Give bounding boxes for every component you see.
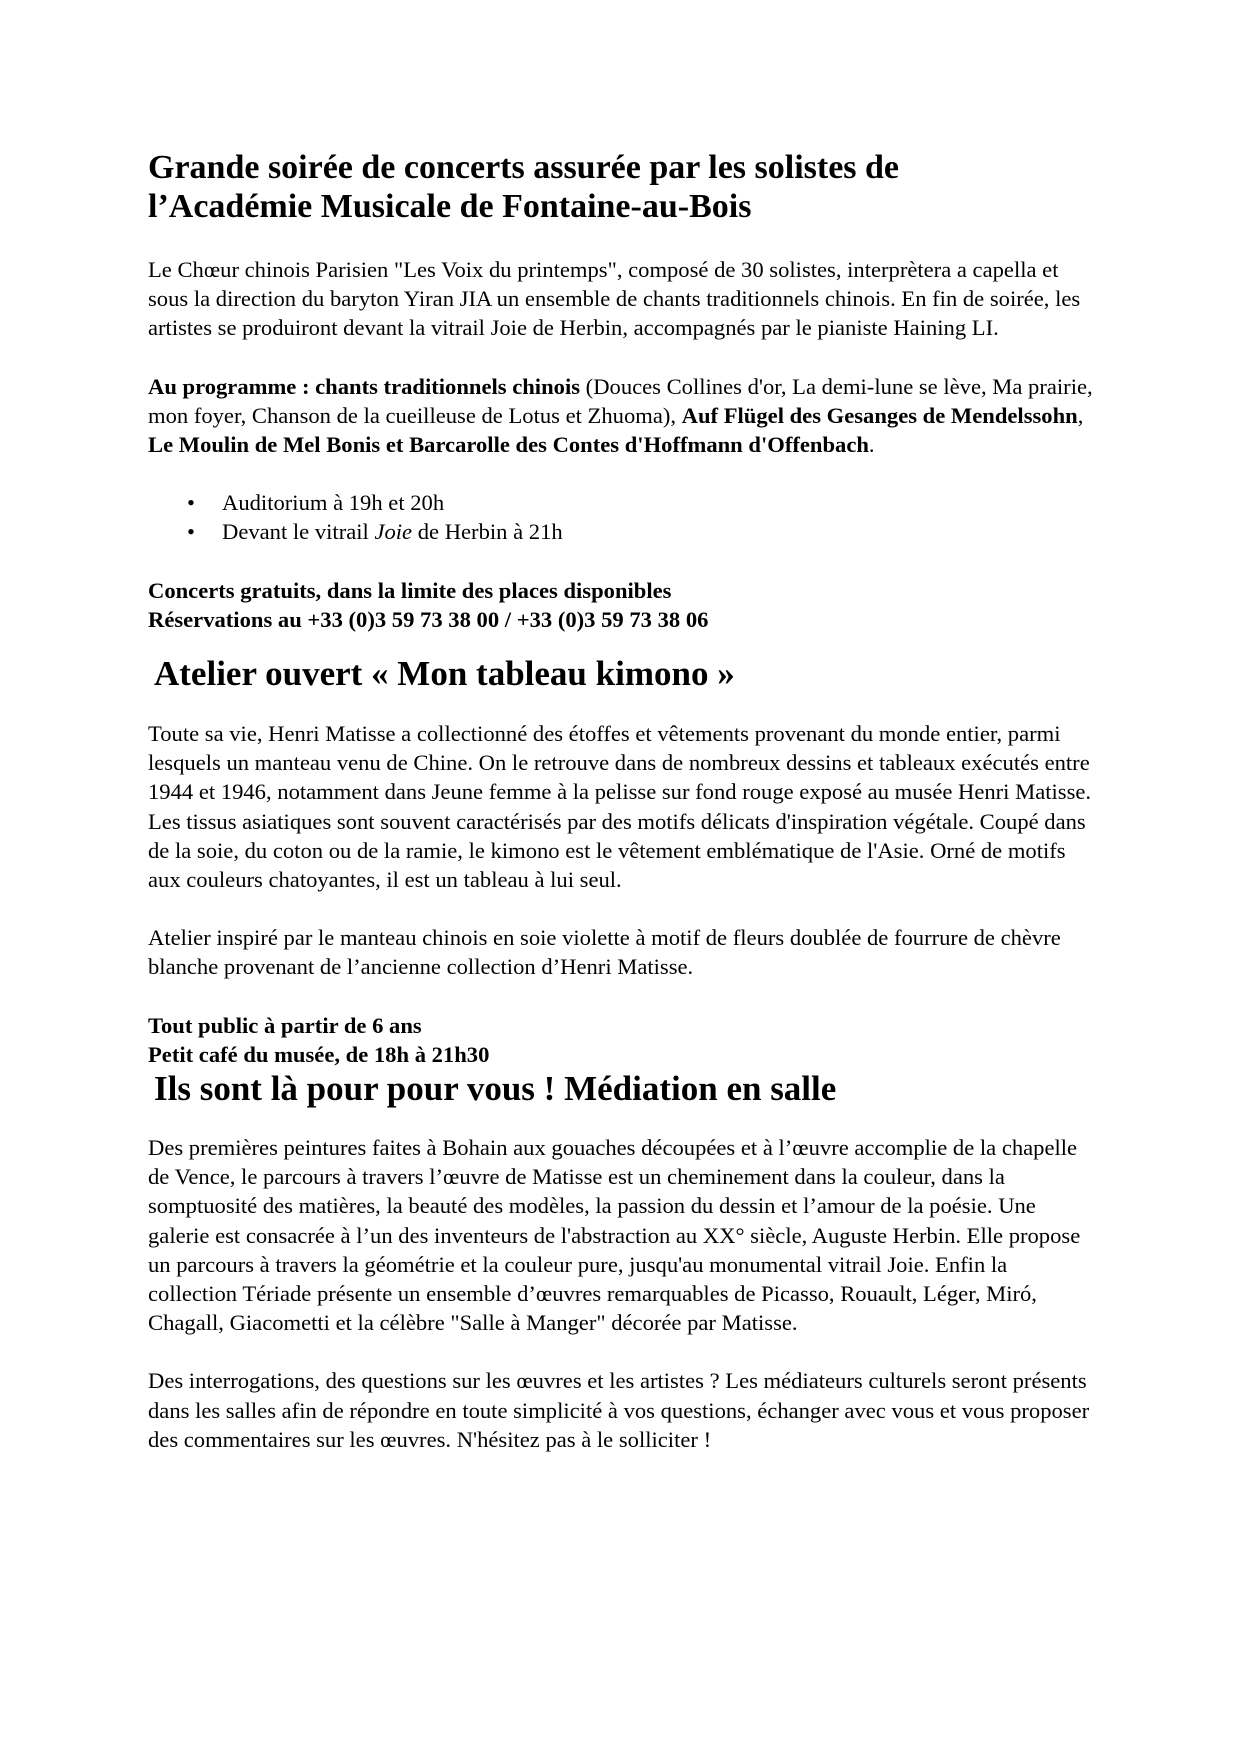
- program-label: Au programme : chants traditionnels chinois: [148, 373, 581, 399]
- list-item: [148, 488, 1098, 517]
- schedule-vitrail-pre: Devant le vitrail: [222, 519, 375, 545]
- schedule-auditorium: Auditorium à 19h et 20h: [222, 490, 445, 516]
- schedule-vitrail-post: de Herbin à 21h: [412, 519, 563, 545]
- program-works: (Douces Collines d'or, La demi-lune se lève, Ma prairie, mon foyer, Chanson de la cueilleuse de Lotus et Zhuoma),: [148, 373, 1093, 428]
- program-sep: ,: [1077, 402, 1084, 428]
- atelier-inspiration: Atelier inspiré par le manteau chinois en soie violette à motif de fleurs doublée de fourrure de chèvre blanche provenant de l’ancienne collection d’Henri Matisse.: [148, 925, 1061, 980]
- concert-program: [148, 372, 1098, 460]
- schedule-list: [148, 488, 1098, 546]
- document-body: [148, 148, 1098, 1454]
- schedule-vitrail-title: Joie: [374, 519, 413, 545]
- concert-info: [148, 576, 1098, 634]
- atelier-description: Toute sa vie, Henri Matisse a collectionné des étoffes et vêtements provenant du monde entier, parmi lesquels un manteau venu de Chine. On le retrouve dans de nombreux dessins et tableaux exécutés entre 1944 et 1946, notamment dans Jeune femme à la pelisse sur fond rouge exposé au musée Henri Matisse. Les tissus asiatiques sont souvent caractérisés par des motifs délicats d'inspiration végétale. Coupé dans de la soie, du coton ou de la ramie, le kimono est le vêtement emblématique de l'Asie. Orné de motifs aux couleurs chatoyantes, il est un tableau à lui seul.: [148, 721, 1092, 893]
- program-classics-2: Le Moulin de Mel Bonis et Barcarolle des Contes d'Hoffmann d'Offenbach: [148, 432, 869, 458]
- atelier-audience: Tout public à partir de 6 ans: [148, 1012, 422, 1038]
- bullet-icon: •: [187, 490, 195, 516]
- list-item: [148, 517, 1098, 546]
- program-classics: Auf Flügel des Gesanges de Mendelssohn: [681, 402, 1078, 428]
- concert-title: [148, 148, 1098, 226]
- concert-title-line1: Grande soirée de concerts assurée par les solistes de: [148, 149, 900, 186]
- concert-intro: Le Chœur chinois Parisien "Les Voix du printemps", composé de 30 solistes, interprètera a capella et sous la direction du baryton Yiran JIA un ensemble de chants traditionnels chinois. En fin de soirée, les artistes se produiront devant la vitrail Joie de Herbin, accompagnés par le pianiste Haining LI.: [148, 257, 1081, 341]
- concert-title-line2: l’Académie Musicale de Fontaine-au-Bois: [148, 188, 752, 225]
- concert-free-entry: Concerts gratuits, dans la limite des places disponibles: [148, 577, 672, 603]
- mediation-description: Des premières peintures faites à Bohain aux gouaches découpées et à l’œuvre accomplie de la chapelle de Vence, le parcours à travers l’œuvre de Matisse est un cheminement dans la couleur, dans la somptuosité des matières, la beauté des modèles, la passion du dessin et l’amour de la poésie. Une galerie est consacrée à l’un des inventeurs de l'abstraction au XX° siècle, Auguste Herbin. Elle propose un parcours à travers la géométrie et la couleur pure, jusqu'au monumental vitrail Joie. Enfin la collection Tériade présente un ensemble d’œuvres remarquables de Picasso, Rouault, Léger, Miró, Chagall, Giacometti et la célèbre "Salle à Manger" décorée par Matisse.: [148, 1135, 1081, 1336]
- mediation-invitation: Des interrogations, des questions sur les œuvres et les artistes ? Les médiateurs culturels seront présents dans les salles afin de répondre en toute simplicité à vos questions, échanger avec vous et vous proposer des commentaires sur les œuvres. N'hésitez pas à le solliciter !: [148, 1368, 1090, 1452]
- atelier-title: Atelier ouvert « Mon tableau kimono »: [154, 654, 735, 694]
- bullet-icon: •: [187, 519, 195, 545]
- atelier-location: Petit café du musée, de 18h à 21h30: [148, 1041, 490, 1067]
- atelier-info: [148, 1011, 1098, 1069]
- mediation-title: Ils sont là pour pour vous ! Médiation en salle: [154, 1069, 837, 1109]
- program-end: .: [868, 432, 875, 458]
- concert-reservations: Réservations au +33 (0)3 59 73 38 00 / +33 (0)3 59 73 38 06: [148, 606, 709, 632]
